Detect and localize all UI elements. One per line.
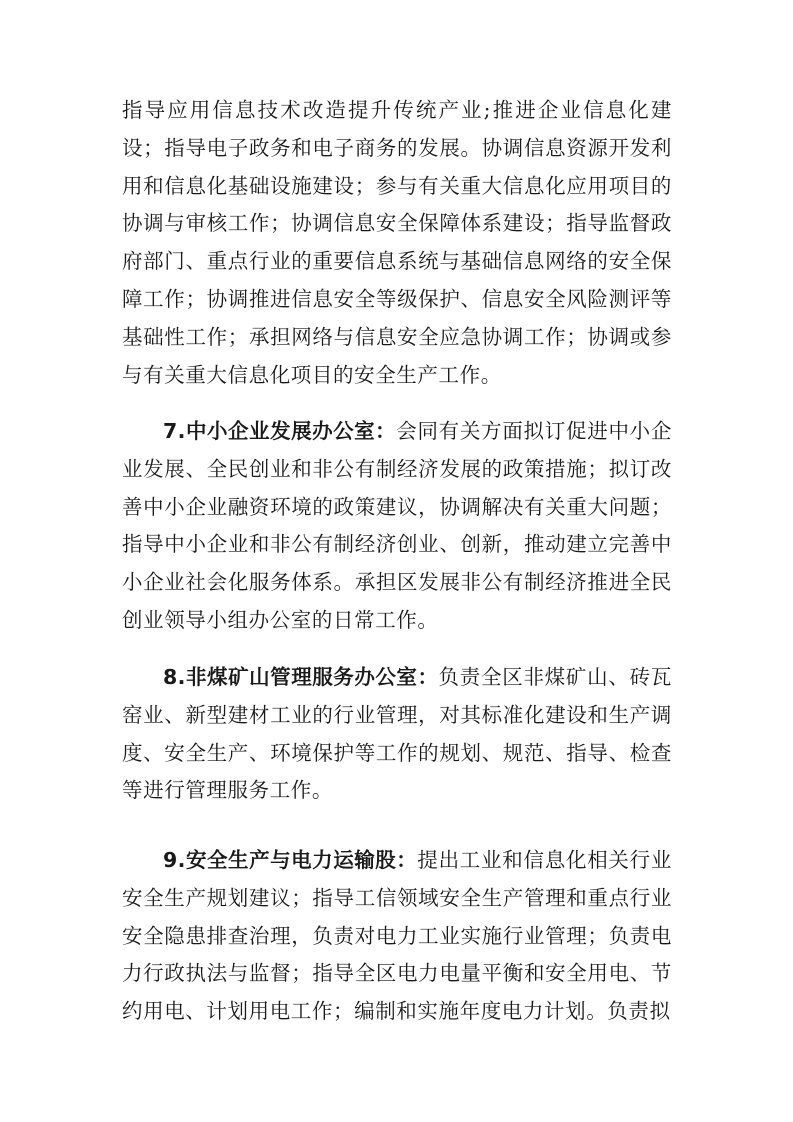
section-text: 提出工业和信息化相关行业安全生产规划建议；指导工信领域安全生产管理和重点行业安全隐患排查治理，负责对电力工业实施行业管理；负责电力行政执法与监督；指导全区电力电量平衡和安全用电、节约用电、计划用电工作；编制和实施年度电力计划。负责拟 [122,848,672,1024]
paragraph-text: 指导应用信息技术改造提升传统产业;推进企业信息化建设；指导电子政务和电子商务的发展。协调信息资源开发利用和信息化基础设施建设；参与有关重大信息化应用项目的协调与审核工作；协调信息安全保障体系建设；指导监督政府部门、重点行业的重要信息系统与基础信息网络的安全保障工作；协调推进信息安全等级保护、信息安全风险测评等基础性工作；承担网络与信息安全应急协调工作；协调或参与有关重大信息化项目的安全生产工作。 [122,98,672,387]
section-sme-office [122,413,672,640]
paragraph-informatization [122,92,672,394]
section-non-coal-mine-office [122,659,672,810]
section-heading: 7.中小企业发展办公室： [163,419,397,443]
section-text: 会同有关方面拟订促进中小企业发展、全民创业和非公有制经济发展的政策措施；拟订改善中小企业融资环境的政策建议，协调解决有关重大问题；指导中小企业和非公有制经济创业、创新，推动建立完善中小企业社会化服务体系。承担区发展非公有制经济推进全民创业领导小组办公室的日常工作。 [122,419,672,632]
section-text: 负责全区非煤矿山、砖瓦窑业、新型建材工业的行业管理，对其标准化建设和生产调度、安全生产、环境保护等工作的规划、规范、指导、检查等进行管理服务工作。 [122,665,672,803]
section-heading: 9.安全生产与电力运输股： [163,848,418,872]
section-safety-power-transport [122,842,672,1031]
section-heading: 8.非煤矿山管理服务办公室： [163,665,439,689]
